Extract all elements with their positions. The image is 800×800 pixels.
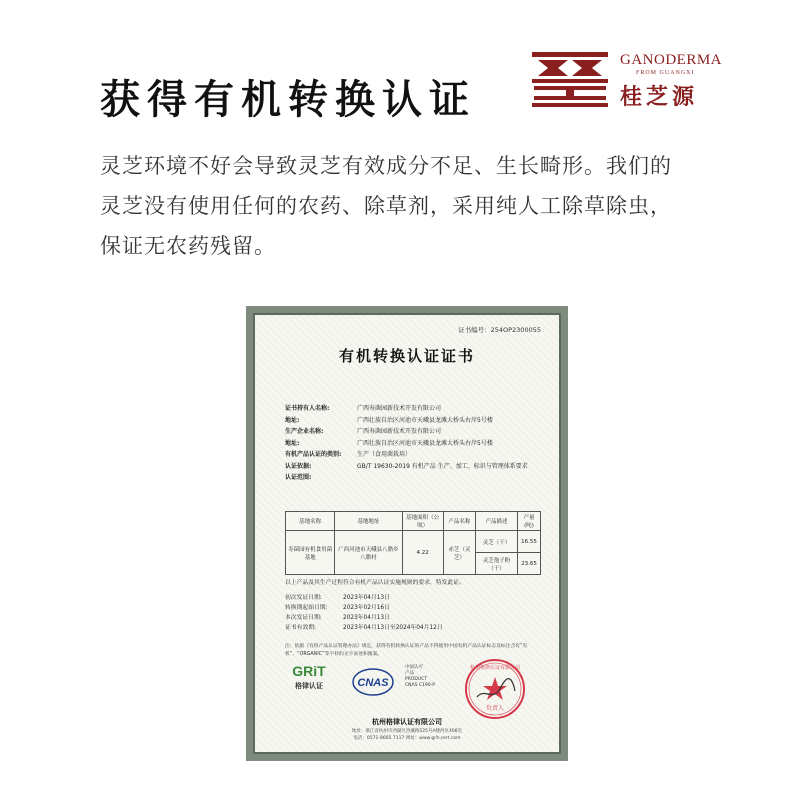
info-row xyxy=(285,472,545,484)
table-header: 产品名称 xyxy=(443,512,475,531)
product-desc-cell: 灵芝孢子粉（干） xyxy=(475,553,517,575)
date-value: 2023年04月13日 xyxy=(343,615,390,621)
product-desc-cell: 灵芝（干） xyxy=(475,531,517,553)
intro-line: 保证无农药残留。 xyxy=(100,234,276,258)
certification-scope-table xyxy=(285,511,541,575)
issuer-address xyxy=(255,729,559,742)
info-row xyxy=(285,403,545,415)
table-header: 基地名称 xyxy=(286,512,335,531)
date-key: 转换期起始日期: xyxy=(285,605,328,611)
brand-name-cn: 桂芝源 xyxy=(620,84,699,110)
page-title: 获得有机转换认证 xyxy=(100,77,476,123)
info-key: 生产企业名称: xyxy=(285,428,324,435)
info-row xyxy=(285,461,545,473)
date-value: 2023年02月16日 xyxy=(343,605,390,611)
certificate-image xyxy=(246,306,568,761)
table-header: 产品描述 xyxy=(475,512,517,531)
info-row xyxy=(285,426,545,438)
info-value xyxy=(357,472,545,484)
cnas-info-line: 中国认可 xyxy=(405,665,423,670)
certificate-statement: 以上产品及其生产过程符合有机产品认证实施规则的要求，特发此证。 xyxy=(285,580,465,586)
info-row xyxy=(285,449,545,461)
date-key: 本次发证日期: xyxy=(285,615,322,621)
issuer-address-line: 电话：0571-8665 7117 网址：www.grit-cert.com xyxy=(353,735,461,741)
seal-text: 杭州格律认证有限公司 xyxy=(469,665,521,671)
info-value: 广西壮族自治区河池市天峨县龙滩大桥头右岸5号楼 xyxy=(357,439,493,447)
issuer-name: 杭州格律认证有限公司 xyxy=(372,718,442,726)
info-key: 认证依据: xyxy=(285,462,312,470)
issuer-address-line: 地址：浙江省杭州市西湖区西溪路525号A楼西区408室 xyxy=(351,729,463,734)
certificate-title: 有机转换认证证书 xyxy=(338,347,475,365)
info-key: 有机产品认证的类别: xyxy=(285,451,342,458)
table-header: 基地地址 xyxy=(335,512,402,531)
date-row xyxy=(285,603,443,613)
cnas-info-line: 产品 xyxy=(405,671,414,676)
cnas-info xyxy=(405,665,435,689)
info-row xyxy=(285,415,545,427)
date-value: 2023年04月13日至2024年04月12日 xyxy=(343,625,443,631)
date-value: 2023年04月13日 xyxy=(343,595,390,601)
date-key: 初次发证日期: xyxy=(285,595,322,601)
table-header: 基地面积（公顷） xyxy=(402,512,443,531)
cnas-logo-text: CNAS xyxy=(357,677,389,689)
grit-logo-name: 格律认证 xyxy=(295,682,323,690)
certificate-info xyxy=(285,403,545,484)
brand-logo xyxy=(528,46,722,110)
intro-line: 灵芝没有使用任何的农药、除草剂，采用纯人工除草除虫， xyxy=(100,194,672,218)
cnas-info-line: CNAS C190-P xyxy=(405,683,435,688)
grit-logo xyxy=(287,663,331,691)
base-name-cell: 寿菌园有机食用菌基地 xyxy=(286,531,335,575)
cnas-logo xyxy=(351,667,395,697)
info-value: 广西寿菌园新技术开发有限公司 xyxy=(357,405,442,412)
yield-cell: 16.55 xyxy=(518,531,541,553)
certificate-dates xyxy=(285,593,443,633)
info-key: 地址: xyxy=(285,416,300,424)
certificate-paper xyxy=(253,313,561,754)
info-value: 广西寿菌园新技术开发有限公司 xyxy=(357,428,442,435)
info-key: 证书持有人名称: xyxy=(285,405,330,412)
table-header: 产量(吨) xyxy=(518,512,541,531)
seal-person: 负责人 xyxy=(485,705,505,712)
intro-line: 灵芝环境不好会导致灵芝有效成分不足、生长畸形。我们的 xyxy=(100,154,672,178)
date-row xyxy=(285,593,443,603)
product-cell: 赤芝（灵芝） xyxy=(443,531,475,575)
brand-tagline: FROM GUANGXI xyxy=(636,70,695,76)
brand-name-en: GANODERMA xyxy=(620,52,722,68)
info-key: 认证范围: xyxy=(285,474,312,481)
info-value: 广西壮族自治区河池市天峨县龙滩大桥头右岸5号楼 xyxy=(357,416,493,424)
date-row xyxy=(285,613,443,623)
grit-logo-mark: GRiT xyxy=(292,663,326,679)
intro-paragraph xyxy=(100,146,710,266)
yield-cell: 23.65 xyxy=(518,553,541,575)
cnas-info-line: PRODUCT xyxy=(405,677,428,682)
info-key: 地址: xyxy=(285,439,300,447)
certificate-remark: 注：依据《有机产品认证管理办法》规定，获得有机转换认证的产品不得使用中国有机产品认证标志及标注含有“有机”、“ORGANIC”等字样的文字表述和图案。 xyxy=(285,644,528,657)
info-row xyxy=(285,438,545,450)
info-value: 生产（食用菌栽培） xyxy=(357,451,412,458)
date-key: 证书有效期: xyxy=(285,625,316,631)
date-row xyxy=(285,623,443,633)
area-cell: 4.22 xyxy=(402,531,443,575)
official-seal-icon xyxy=(463,657,527,721)
brand-logo-icon xyxy=(528,46,612,110)
certificate-number: 证书编号：254OP2300055 xyxy=(458,326,541,334)
info-value: GB/T 19630-2019 有机产品 生产、加工、标识与管理体系要求 xyxy=(357,462,528,470)
base-address-cell: 广西河池市天峨县八腊乡八腊村 xyxy=(335,531,402,575)
